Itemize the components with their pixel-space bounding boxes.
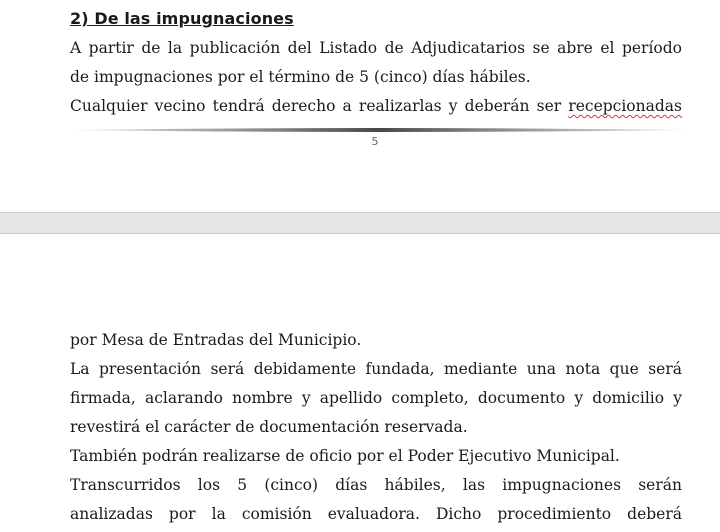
page-5-bottom	[0, 0, 720, 212]
body-line[interactable]: revestirá el carácter de documentación reservada.	[70, 418, 468, 436]
body-line[interactable]: A partir de la publicación del Listado de Adjudicatarios se abre el período	[70, 39, 682, 57]
body-line[interactable]: de impugnaciones por el término de 5 (cinco) días hábiles.	[70, 68, 531, 86]
body-line[interactable]: También podrán realizarse de oficio por el Poder Ejecutivo Municipal.	[70, 447, 620, 465]
body-line[interactable]: Transcurridos los 5 (cinco) días hábiles, las impugnaciones serán	[70, 476, 682, 494]
body-line[interactable]	[70, 92, 682, 121]
body-line-text: Cualquier vecino tendrá derecho a realizarlas y deberán ser	[70, 97, 562, 115]
page-6-top	[0, 234, 720, 532]
footer-divider	[70, 127, 686, 133]
body-line[interactable]: por Mesa de Entradas del Municipio.	[70, 331, 362, 349]
spellcheck-flagged-word[interactable]: recepcionadas	[568, 97, 682, 115]
body-line[interactable]: firmada, aclarando nombre y apellido completo, documento y domicilio y	[70, 389, 682, 407]
page-number: 5	[371, 135, 379, 148]
section-heading: 2) De las impugnaciones	[70, 9, 294, 28]
page-break-gap	[0, 212, 720, 234]
body-line[interactable]: analizadas por la comisión evaluadora. Dicho procedimiento deberá	[70, 505, 682, 523]
body-line[interactable]: La presentación será debidamente fundada, mediante una nota que será	[70, 360, 682, 378]
